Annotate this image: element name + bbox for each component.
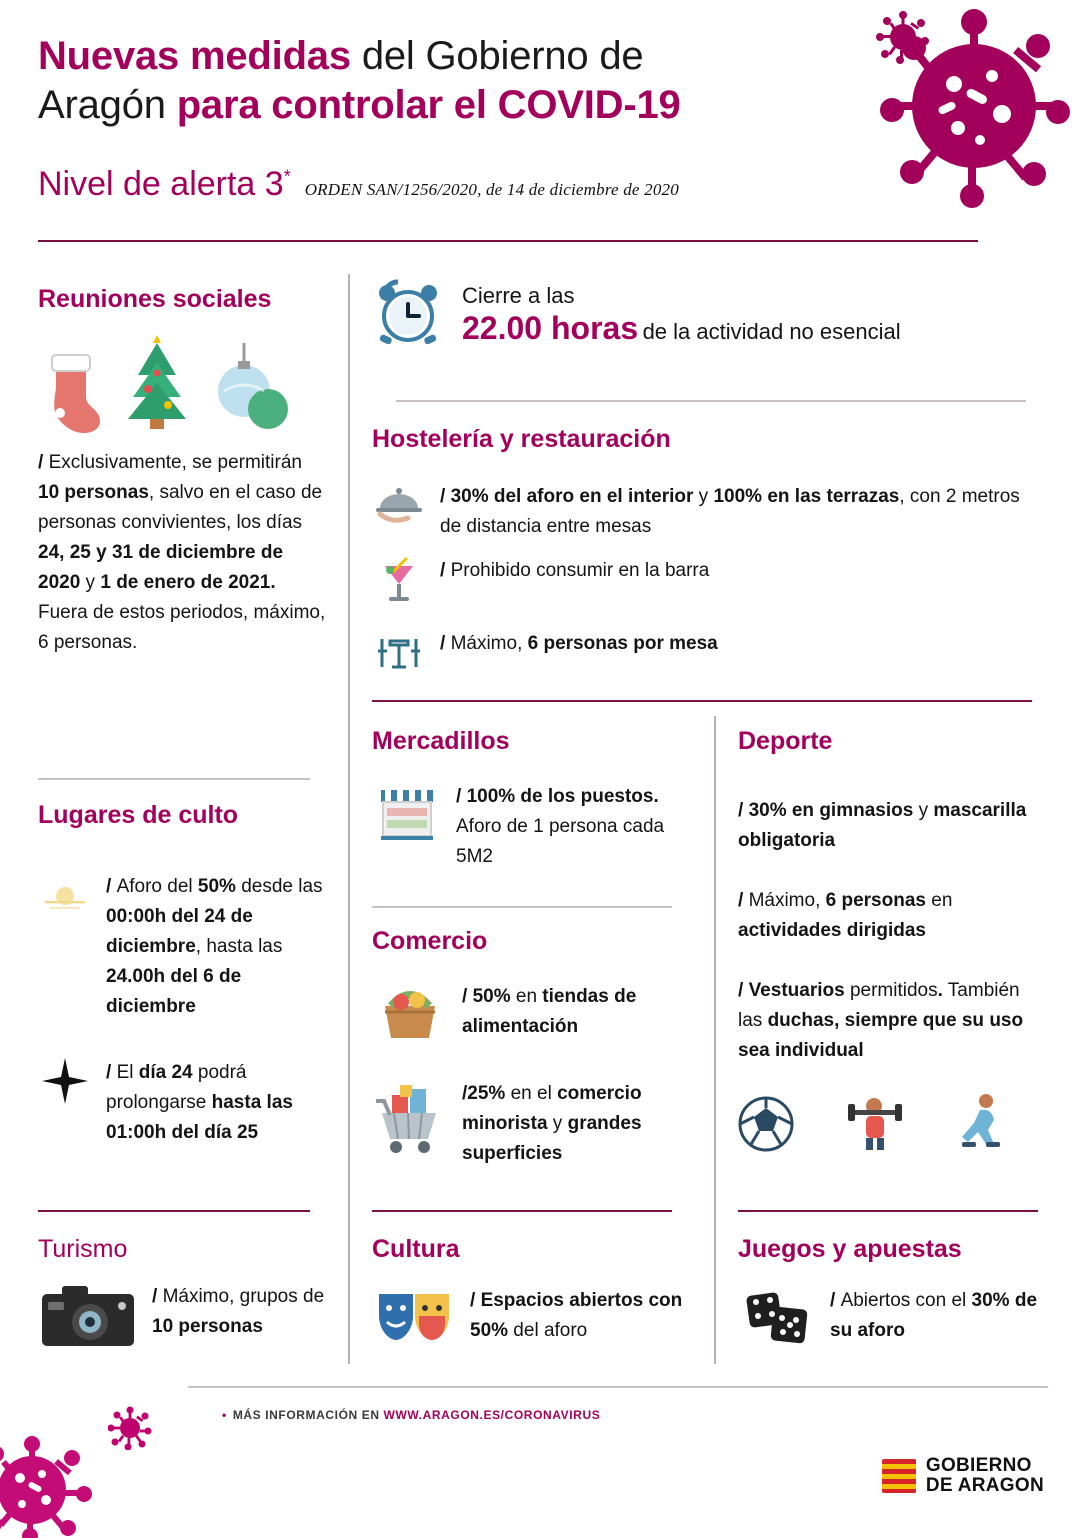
hosteleria-item-1 bbox=[372, 482, 1038, 542]
alert-level-text: Nivel de alerta 3 bbox=[38, 165, 284, 203]
footer-bullet: • bbox=[222, 1408, 227, 1422]
comercio-title: Comercio bbox=[372, 927, 488, 955]
title-part-plain-2: Aragón bbox=[38, 83, 177, 127]
footer-divider bbox=[188, 1386, 1048, 1388]
alert-level-label bbox=[38, 165, 291, 204]
sunrise-icon bbox=[38, 872, 92, 921]
header-divider bbox=[38, 240, 978, 242]
section-turismo bbox=[38, 1234, 328, 1264]
christmas-tree-icon bbox=[118, 335, 196, 435]
cultura-item bbox=[372, 1286, 702, 1371]
closing-hours: 22.00 horas bbox=[462, 310, 639, 346]
turismo-title: Turismo bbox=[38, 1235, 128, 1263]
column-divider-left bbox=[348, 274, 350, 1364]
culto-item-2 bbox=[38, 1058, 328, 1162]
logo-line-2: DE ARAGON bbox=[925, 1475, 1044, 1496]
alert-level-asterisk: * bbox=[283, 166, 291, 187]
section-cultura bbox=[372, 1234, 702, 1264]
footer-info bbox=[222, 1408, 600, 1422]
aragon-flag-icon bbox=[882, 1459, 916, 1493]
comercio-item-1 bbox=[372, 982, 702, 1053]
dice-icon bbox=[738, 1286, 816, 1361]
section-lugares-de-culto bbox=[38, 800, 328, 830]
hosteleria-item-1-text: / 30% del aforo en el interior y 100% en las terrazas, con 2 metros de distancia entre mesas bbox=[440, 486, 1020, 537]
hosteleria-item-3-text: / Máximo, 6 personas por mesa bbox=[440, 633, 718, 654]
coronavirus-small-icon bbox=[876, 10, 930, 64]
section-mercadillos bbox=[372, 726, 702, 756]
deporte-item-1: / 30% en gimnasios y mascarilla obligatoria bbox=[738, 800, 1027, 851]
page-header bbox=[0, 0, 1080, 250]
culto-item-1-text: / Aforo del 50% desde las 00:00h del 24 de diciembre, hasta las 24.00h del 6 de diciembre bbox=[106, 876, 323, 1017]
table-chairs-icon bbox=[372, 629, 426, 684]
mercadillos-item bbox=[372, 782, 702, 886]
culto-title: Lugares de culto bbox=[38, 801, 239, 829]
logo-line-1: GOBIERNO bbox=[925, 1455, 1032, 1476]
divider-deporte bbox=[738, 1210, 1038, 1212]
section-comercio bbox=[372, 926, 702, 956]
section-deporte bbox=[738, 726, 1048, 756]
closing-time-block bbox=[372, 276, 1048, 353]
divider-culto bbox=[38, 1210, 310, 1212]
juegos-title: Juegos y apuestas bbox=[738, 1235, 962, 1263]
footer-info-prefix: MÁS INFORMACIÓN EN bbox=[232, 1408, 384, 1422]
page-title bbox=[38, 32, 868, 130]
christmas-bauble-icon bbox=[210, 335, 296, 435]
weightlifting-icon bbox=[846, 1094, 904, 1152]
theatre-masks-icon bbox=[372, 1286, 456, 1357]
running-icon bbox=[956, 1092, 1008, 1152]
reuniones-title: Reuniones sociales bbox=[38, 285, 272, 313]
divider-reuniones bbox=[38, 778, 310, 780]
reuniones-rich-text: / Exclusivamente, se permitirán 10 personas, salvo en el caso de personas convivientes, los días 24, 25 y 31 de diciembre de 2020 y 1 de enero de 2021. Fuera de estos periodos, máximo, 6 personas. bbox=[38, 452, 326, 653]
gobierno-aragon-logo bbox=[882, 1456, 1044, 1496]
cocktail-icon bbox=[372, 556, 426, 615]
deporte-item-3: / Vestuarios permitidos. También las duchas, siempre que su uso sea individual bbox=[738, 980, 1024, 1061]
mercadillos-title: Mercadillos bbox=[372, 727, 510, 755]
cultura-text: / Espacios abiertos con 50% del aforo bbox=[470, 1290, 683, 1341]
comercio-item-1-text: / 50% en tiendas de alimentación bbox=[462, 986, 637, 1037]
culto-item-2-text: / El día 24 podrá prolongarse hasta las 01:00h del día 25 bbox=[106, 1062, 293, 1143]
order-reference: ORDEN SAN/1256/2020, de 14 de diciembre de 2020 bbox=[304, 180, 679, 199]
star-sparkle-icon bbox=[38, 1058, 92, 1113]
grocery-basket-icon bbox=[372, 982, 448, 1053]
deporte-title: Deporte bbox=[738, 727, 833, 755]
title-part-bold-1: Nuevas medidas bbox=[38, 34, 351, 78]
deporte-item-2: / Máximo, 6 personas en actividades dirigidas bbox=[738, 890, 953, 941]
divider-comercio bbox=[372, 1210, 672, 1212]
footer-url[interactable]: WWW.ARAGON.ES/CORONAVIRUS bbox=[383, 1408, 601, 1422]
football-icon bbox=[738, 1096, 794, 1152]
hosteleria-item-2 bbox=[372, 556, 1038, 615]
alarm-clock-icon bbox=[372, 276, 444, 353]
hosteleria-items bbox=[372, 482, 1038, 698]
divider-hosteleria bbox=[372, 700, 1032, 702]
hosteleria-title: Hostelería y restauración bbox=[372, 425, 671, 453]
column-divider-right bbox=[714, 716, 716, 1364]
turismo-item bbox=[38, 1282, 328, 1373]
shopping-cart-icon bbox=[372, 1079, 448, 1164]
title-part-plain-1: del Gobierno de bbox=[350, 34, 644, 78]
culto-item-1 bbox=[38, 872, 328, 1036]
food-cloche-icon bbox=[372, 482, 426, 535]
christmas-stocking-icon bbox=[38, 339, 104, 435]
section-juegos bbox=[738, 1234, 1048, 1264]
coronavirus-bottom-icon bbox=[0, 1408, 120, 1538]
closing-line-1: Cierre a las bbox=[462, 283, 575, 308]
market-stall-icon bbox=[372, 782, 442, 855]
section-reuniones-sociales bbox=[38, 284, 328, 314]
section-hosteleria bbox=[372, 424, 1032, 454]
christmas-icons bbox=[38, 325, 328, 435]
hosteleria-item-2-text: / Prohibido consumir en la barra bbox=[440, 560, 710, 581]
juegos-item bbox=[738, 1286, 1048, 1375]
divider-closing bbox=[396, 400, 1026, 402]
camera-icon bbox=[38, 1282, 138, 1359]
reuniones-text bbox=[38, 448, 328, 658]
comercio-item-2-text: /25% en el comercio minorista y grandes superficies bbox=[462, 1083, 642, 1164]
juegos-text: / Abiertos con el 30% de su aforo bbox=[830, 1290, 1038, 1341]
comercio-item-2 bbox=[372, 1079, 702, 1169]
comercio-items bbox=[372, 982, 702, 1183]
mercadillos-text: / 100% de los puestos. Aforo de 1 persona cada 5M2 bbox=[456, 786, 665, 867]
cultura-title: Cultura bbox=[372, 1235, 460, 1263]
closing-line-2: de la actividad no esencial bbox=[642, 319, 901, 344]
turismo-text: / Máximo, grupos de 10 personas bbox=[152, 1286, 325, 1337]
title-part-bold-2: para controlar el COVID-19 bbox=[176, 83, 681, 127]
hosteleria-item-3 bbox=[372, 629, 1038, 684]
coronavirus-bottom-small-icon bbox=[108, 1406, 152, 1450]
alert-level-row bbox=[38, 165, 679, 204]
divider-mercadillos bbox=[372, 906, 672, 908]
deporte-icons bbox=[738, 1092, 1048, 1152]
